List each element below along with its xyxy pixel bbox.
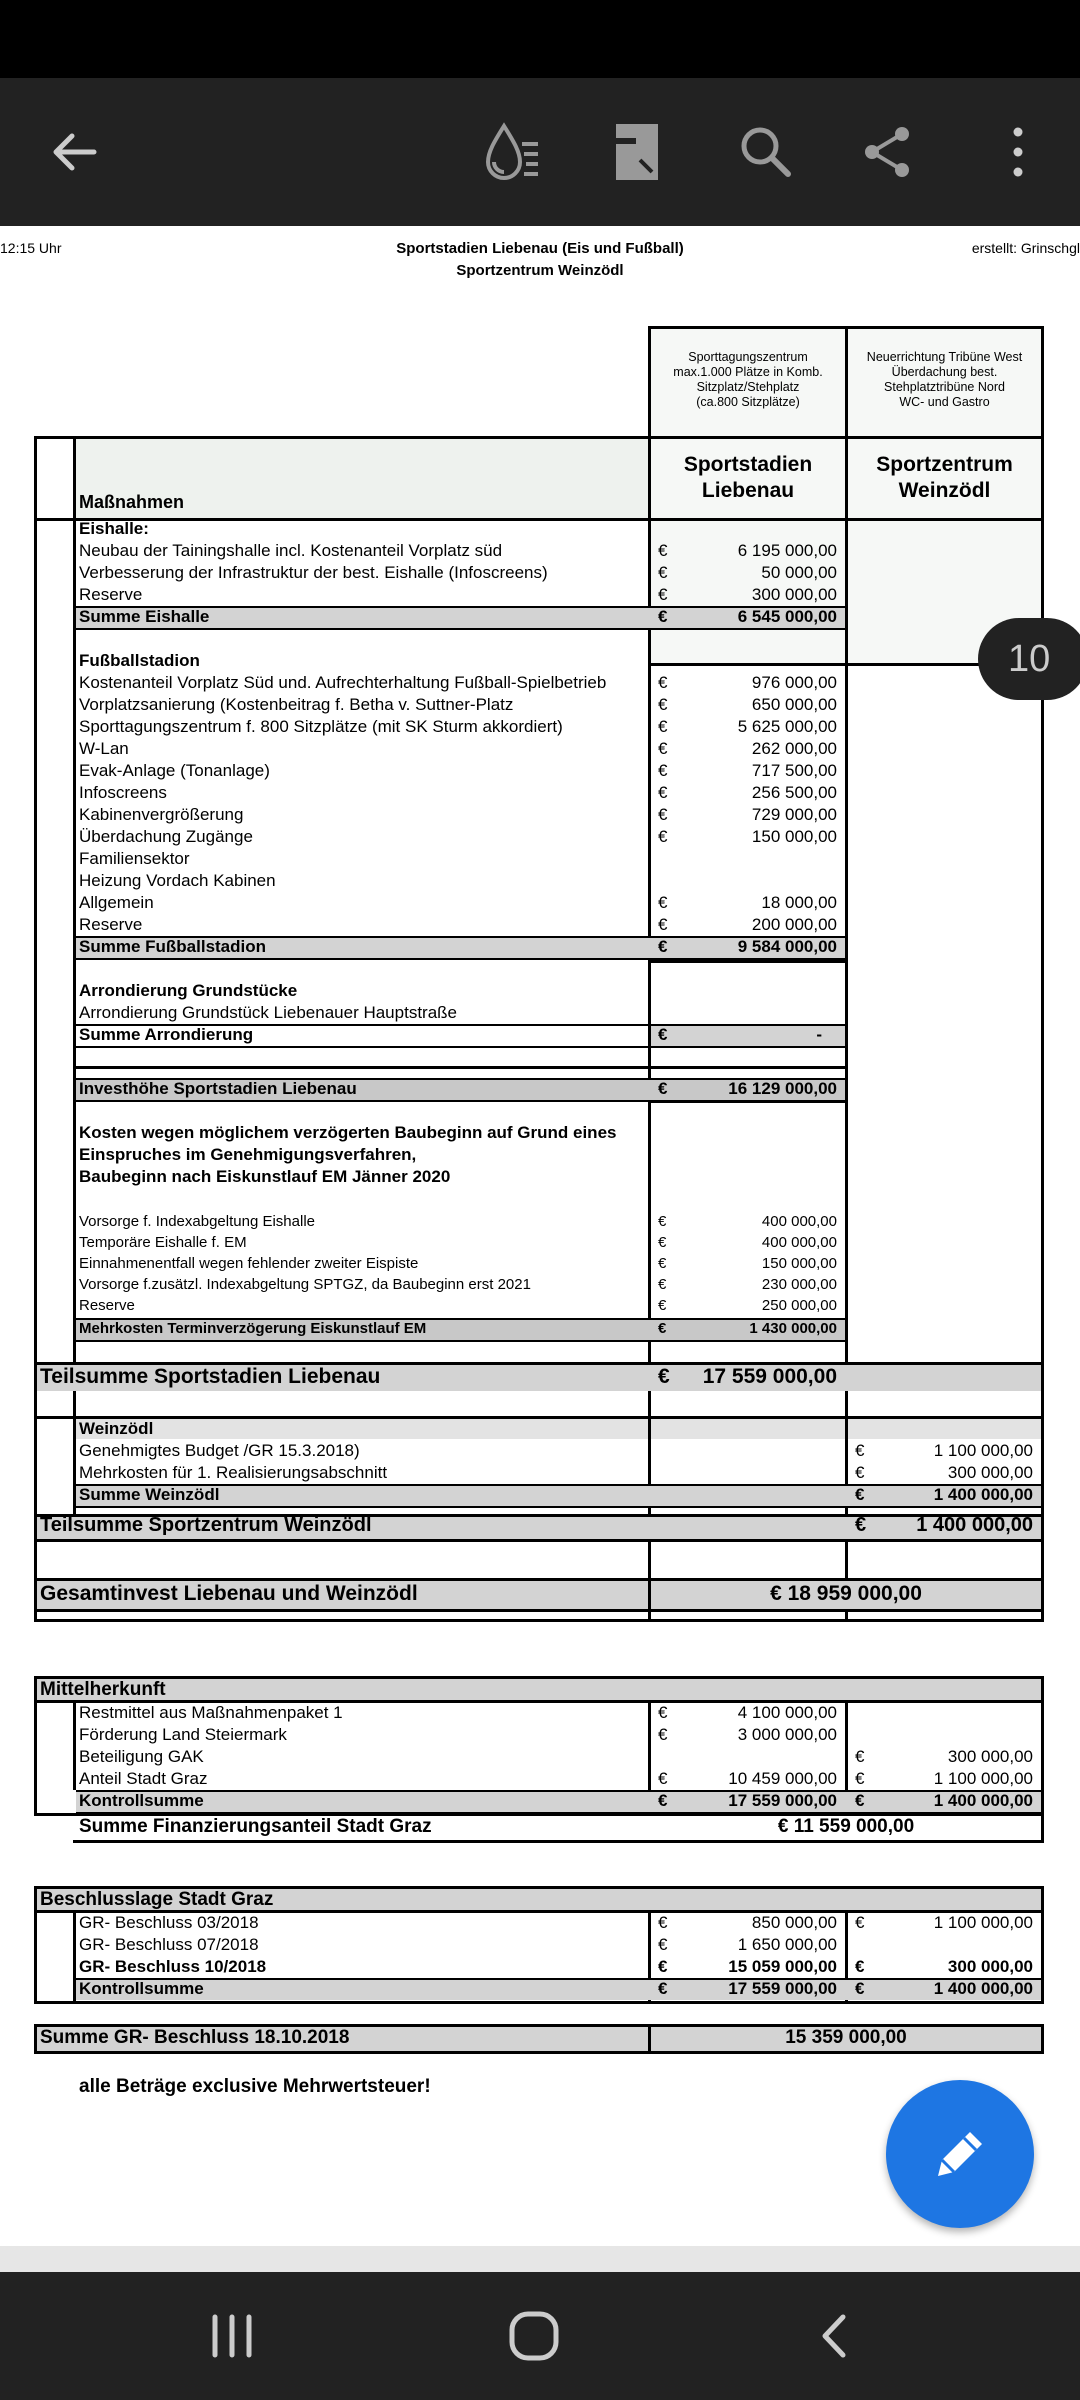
page-view-button[interactable] [598, 112, 678, 192]
row-value: 729 000,00 [751, 805, 837, 824]
table-row [0, 1296, 1080, 1318]
chevron-left-icon [811, 2311, 861, 2361]
currency: € [658, 1725, 668, 1744]
section-heading [0, 980, 1080, 1002]
col1-title [651, 452, 845, 504]
home-button[interactable] [494, 2296, 574, 2376]
currency: € [658, 607, 668, 626]
table-row [0, 1956, 1080, 1978]
currency: € [658, 893, 668, 912]
viewer-toolbar [0, 78, 1080, 226]
row-value: 150 000,00 [751, 827, 837, 846]
section-heading [0, 1122, 1080, 1144]
table-row [0, 584, 1080, 606]
share-icon [860, 124, 916, 180]
created-by: erstellt: Grinschgl [971, 240, 1080, 256]
recent-apps-icon [207, 2311, 257, 2361]
row-value: 1 100 000,00 [933, 1769, 1033, 1788]
currency: € [658, 673, 668, 692]
row-label: Reserve [79, 585, 143, 604]
currency: € [658, 1703, 668, 1722]
right-border [1041, 1816, 1044, 1843]
currency: € [658, 1957, 668, 1976]
section-heading-text: Beschlusslage Stadt Graz [40, 1889, 274, 1910]
row-label: Anteil Stadt Graz [79, 1769, 208, 1788]
row-value: 650 000,00 [751, 695, 837, 714]
row-value: 976 000,00 [751, 673, 837, 692]
table-row [0, 804, 1080, 826]
more-vert-icon [1008, 124, 1028, 180]
resolution-total-value: 15 359 000,00 [785, 2027, 907, 2048]
row-divider [73, 1840, 1044, 1843]
table-row [0, 1462, 1080, 1484]
back-button[interactable] [34, 112, 114, 192]
reading-mode-icon [480, 120, 544, 184]
col1-title-line: Sportstadien [683, 453, 813, 476]
table-row [0, 694, 1080, 716]
currency: € [658, 1025, 668, 1044]
col2-desc-line: Neuerrichtung Tribüne West [866, 350, 1023, 364]
col2-desc-line: Stehplatztribüne Nord [884, 380, 1005, 394]
col2-title [848, 452, 1041, 504]
cell-divider [648, 960, 845, 963]
row-value: 18 000,00 [761, 893, 837, 912]
currency: € [658, 585, 668, 604]
financing-share-label: Summe Finanzierungsanteil Stadt Graz [79, 1816, 432, 1837]
sum-value: 1 430 000,00 [749, 1320, 837, 1337]
currency: € [855, 1791, 865, 1810]
more-options-button[interactable] [978, 112, 1058, 192]
currency: € [658, 937, 668, 956]
subtotal-liebenau-label: Teilsumme Sportstadien Liebenau [40, 1365, 381, 1388]
row-value: 262 000,00 [751, 739, 837, 758]
section-heading [0, 1888, 1080, 1910]
row-value: 300 000,00 [947, 1957, 1033, 1976]
document-subtitle: Sportzentrum Weinzödl [456, 262, 624, 279]
currency: € [658, 1935, 668, 1954]
row-label: GR- Beschluss 10/2018 [79, 1957, 267, 1976]
row-label: Kostenanteil Vorplatz Süd und. Aufrechterhaltung Fußball-Spielbetrieb [79, 673, 607, 692]
sum-row [0, 1978, 1080, 2000]
section-heading-text: Weinzödl [79, 1419, 154, 1438]
table-row [0, 782, 1080, 804]
recent-apps-button[interactable] [192, 2296, 272, 2376]
currency: € [855, 1485, 865, 1504]
currency: € [658, 1365, 670, 1388]
row-value: 250 000,00 [761, 1297, 837, 1314]
row-label: GR- Beschluss 03/2018 [79, 1913, 259, 1932]
document-title: Sportstadien Liebenau (Eis und Fußball) [396, 240, 684, 257]
section-heading [0, 518, 1080, 540]
table-row [0, 1275, 1080, 1297]
sum-label: Summe Eishalle [79, 607, 210, 626]
row-value: 300 000,00 [751, 585, 837, 604]
currency: € [658, 805, 668, 824]
col2-desc-line: WC- und Gastro [899, 395, 990, 409]
row-value: 850 000,00 [751, 1913, 837, 1932]
currency: € [855, 1514, 867, 1536]
row-value: 50 000,00 [761, 563, 837, 582]
row-value: 3 000 000,00 [737, 1725, 837, 1744]
row-divider [76, 1066, 845, 1069]
system-navigation-bar [0, 2272, 1080, 2400]
row-value: 6 195 000,00 [737, 541, 837, 560]
sum-value: 1 400 000,00 [933, 1979, 1033, 1998]
currency: € [855, 1957, 865, 1976]
currency: € [855, 1441, 865, 1460]
subtotal-weinzoedl-label: Teilsumme Sportzentrum Weinzödl [40, 1514, 372, 1536]
col2-title-line: Weinzödl [898, 479, 991, 502]
col1-description [651, 350, 845, 410]
row-label: GR- Beschluss 07/2018 [79, 1935, 259, 1954]
table-row [0, 562, 1080, 584]
row-value: 256 500,00 [751, 783, 837, 802]
sum-row [0, 936, 1080, 958]
col1-desc-line: Sporttagungszentrum [688, 350, 808, 364]
row-label: Beteiligung GAK [79, 1747, 204, 1766]
row-label: Evak-Anlage (Tonanlage) [79, 761, 270, 780]
home-icon [506, 2308, 562, 2364]
table-row [0, 738, 1080, 760]
back-nav-button[interactable] [796, 2296, 876, 2376]
section-heading [0, 1166, 1080, 1188]
reading-mode-button[interactable] [472, 112, 552, 192]
sum-value: 17 559 000,00 [728, 1979, 837, 1998]
col1-desc-line: Sitzplatz/Stehplatz [696, 380, 800, 394]
sum-value: 6 545 000,00 [737, 607, 837, 626]
document-page-icon [610, 120, 666, 184]
currency: € [658, 695, 668, 714]
table-row [0, 1233, 1080, 1255]
sum-value: 1 400 000,00 [933, 1791, 1033, 1810]
row-label: Kabinenvergrößerung [79, 805, 244, 824]
table-row [0, 672, 1080, 694]
row-label: Vorsorge f.zusätzl. Indexabgeltung SPTGZ, da Baubeginn erst 2021 [79, 1276, 531, 1293]
currency: € [658, 1769, 668, 1788]
row-value: 10 459 000,00 [728, 1769, 837, 1788]
vat-footnote: alle Beträge exclusive Mehrwertsteuer! [79, 2076, 431, 2097]
row-value: 150 000,00 [761, 1255, 837, 1272]
row-label: Mehrkosten für 1. Realisierungsabschnitt [79, 1463, 388, 1482]
table-row [0, 914, 1080, 936]
grand-total-label: Gesamtinvest Liebenau und Weinzödl [40, 1582, 418, 1605]
currency: € [658, 1255, 667, 1272]
currency: € [658, 1791, 668, 1810]
row-label: Förderung Land Steiermark [79, 1725, 287, 1744]
section-heading-text: Einspruches im Genehmigungsverfahren, [79, 1145, 417, 1164]
row-label: Allgemein [79, 893, 154, 912]
table-row [0, 540, 1080, 562]
col2-description [848, 350, 1041, 410]
page-number-badge: 10 [978, 618, 1080, 700]
sum-value: 17 559 000,00 [728, 1791, 837, 1810]
sum-label: Summe Arrondierung [79, 1025, 254, 1044]
row-label: Temporäre Eishalle f. EM [79, 1234, 247, 1251]
currency: € [658, 1213, 667, 1230]
row-label: Vorsorge f. Indexabgeltung Eishalle [79, 1213, 315, 1230]
row-value: 200 000,00 [751, 915, 837, 934]
table-row [0, 1912, 1080, 1934]
sum-label: Summe Fußballstadion [79, 937, 267, 956]
row-label: Familiensektor [79, 849, 190, 868]
section-heading [0, 650, 1080, 672]
currency: € [658, 563, 668, 582]
share-button[interactable] [848, 112, 928, 192]
subtotal-liebenau-value: 17 559 000,00 [702, 1365, 837, 1388]
section-heading-text: Arrondierung Grundstücke [79, 981, 298, 1000]
section-heading [0, 1418, 1080, 1440]
currency: € [658, 1234, 667, 1251]
col2-title-line: Sportzentrum [876, 453, 1013, 476]
print-time: 12:15 Uhr [0, 240, 62, 256]
sum-row [0, 1024, 1080, 1046]
currency: € [855, 1979, 865, 1998]
table-row [0, 1212, 1080, 1234]
currency: € [855, 1747, 865, 1766]
table-row [0, 1768, 1080, 1790]
currency: € [658, 1297, 667, 1314]
row-value: 1 650 000,00 [737, 1935, 837, 1954]
sum-label: Mehrkosten Terminverzögerung Eiskunstlauf EM [79, 1320, 427, 1337]
col1-desc-line: max.1.000 Plätze in Komb. [673, 365, 823, 379]
currency: € [658, 1079, 668, 1098]
row-value: 4 100 000,00 [737, 1703, 837, 1722]
currency: € [658, 1913, 668, 1932]
invest-total-row [0, 1078, 1080, 1100]
currency: € [658, 1276, 667, 1293]
section-heading [0, 1144, 1080, 1166]
table-row [0, 1254, 1080, 1276]
row-label: W-Lan [79, 739, 129, 758]
currency: € [658, 827, 668, 846]
currency: € [658, 1320, 667, 1337]
row-value: 300 000,00 [947, 1463, 1033, 1482]
row-value: 15 059 000,00 [728, 1957, 837, 1976]
sum-value: - [816, 1025, 822, 1044]
cell-divider [648, 1100, 845, 1103]
row-value: 300 000,00 [947, 1747, 1033, 1766]
currency: € [658, 761, 668, 780]
table-row [0, 1724, 1080, 1746]
currency: € [658, 1979, 668, 1998]
pdf-page [0, 226, 1080, 2246]
row-label: Heizung Vordach Kabinen [79, 871, 276, 890]
sum-label: Investhöhe Sportstadien Liebenau [79, 1079, 357, 1098]
currency: € [658, 717, 668, 736]
table-row [0, 1440, 1080, 1462]
col1-title-line: Liebenau [701, 479, 795, 502]
table-row [0, 848, 1080, 870]
row-label: Restmittel aus Maßnahmenpaket 1 [79, 1703, 343, 1722]
section-heading-text: Mittelherkunft [40, 1679, 166, 1700]
row-value: 1 100 000,00 [933, 1913, 1033, 1932]
arrow-left-icon [46, 124, 102, 180]
status-bar [0, 0, 1080, 78]
sum-value: 9 584 000,00 [737, 937, 837, 956]
sum-row [0, 1790, 1080, 1812]
sum-label: Kontrollsumme [79, 1791, 204, 1810]
sum-label: Summe Weinzödl [79, 1485, 220, 1504]
table-row [0, 716, 1080, 738]
table-row [0, 1934, 1080, 1956]
currency: € [658, 915, 668, 934]
sum-row [0, 1484, 1080, 1506]
search-icon [738, 124, 794, 180]
row-value: 400 000,00 [761, 1234, 837, 1251]
measures-label: Maßnahmen [79, 492, 185, 512]
currency: € [855, 1463, 865, 1482]
table-row [0, 1002, 1080, 1024]
row-value: 5 625 000,00 [737, 717, 837, 736]
grand-total-value: € 18 959 000,00 [770, 1582, 922, 1605]
currency: € [658, 783, 668, 802]
section-heading-text: Kosten wegen möglichem verzögerten Baubeginn auf Grund eines [79, 1123, 617, 1142]
subtotal-weinzoedl-value: 1 400 000,00 [916, 1514, 1033, 1536]
row-value: 400 000,00 [761, 1213, 837, 1230]
row-label: Einnahmenentfall wegen fehlender zweiter Eispiste [79, 1255, 419, 1272]
table-row [0, 892, 1080, 914]
sum-row [0, 606, 1080, 628]
row-label: Genehmigtes Budget /GR 15.3.2018) [79, 1441, 360, 1460]
sum-value: 16 129 000,00 [728, 1079, 837, 1098]
row-label: Reserve [79, 1297, 135, 1314]
table-row [0, 870, 1080, 892]
section-heading-text: Eishalle: [79, 519, 149, 538]
pencil-icon [928, 2122, 992, 2186]
edit-button[interactable] [886, 2080, 1034, 2228]
col1-desc-line: (ca.800 Sitzplätze) [696, 395, 800, 409]
sum-row [0, 1319, 1080, 1341]
row-label: Arrondierung Grundstück Liebenauer Hauptstraße [79, 1003, 457, 1022]
row-label: Überdachung Zugänge [79, 827, 253, 846]
section-heading-text: Fußballstadion [79, 651, 200, 670]
search-button[interactable] [726, 112, 806, 192]
col2-desc-line: Überdachung best. [891, 365, 998, 379]
currency: € [658, 541, 668, 560]
row-label: Reserve [79, 915, 143, 934]
currency: € [855, 1913, 865, 1932]
section-heading [0, 1678, 1080, 1700]
sum-label: Kontrollsumme [79, 1979, 204, 1998]
financing-share-value: € 11 559 000,00 [777, 1816, 915, 1837]
section-heading-text: Baubeginn nach Eiskunstlauf EM Jänner 2020 [79, 1167, 451, 1186]
row-label: Vorplatzsanierung (Kostenbeitrag f. Betha v. Suttner-Platz [79, 695, 514, 714]
row-value: 1 100 000,00 [933, 1441, 1033, 1460]
row-label: Sporttagungszentrum f. 800 Sitzplätze (mit SK Sturm akkordiert) [79, 717, 563, 736]
table-row [0, 1746, 1080, 1768]
resolution-total-label: Summe GR- Beschluss 18.10.2018 [40, 2027, 350, 2048]
row-value: 717 500,00 [751, 761, 837, 780]
row-label: Neubau der Tainingshalle incl. Kostenanteil Vorplatz süd [79, 541, 503, 560]
table-row [0, 1702, 1080, 1724]
row-label: Verbesserung der Infrastruktur der best. Eishalle (Infoscreens) [79, 563, 548, 582]
row-label: Infoscreens [79, 783, 167, 802]
row-value: 230 000,00 [761, 1276, 837, 1293]
currency: € [855, 1769, 865, 1788]
table-row [0, 826, 1080, 848]
table-row [0, 760, 1080, 782]
sum-value: 1 400 000,00 [933, 1485, 1033, 1504]
currency: € [658, 739, 668, 758]
